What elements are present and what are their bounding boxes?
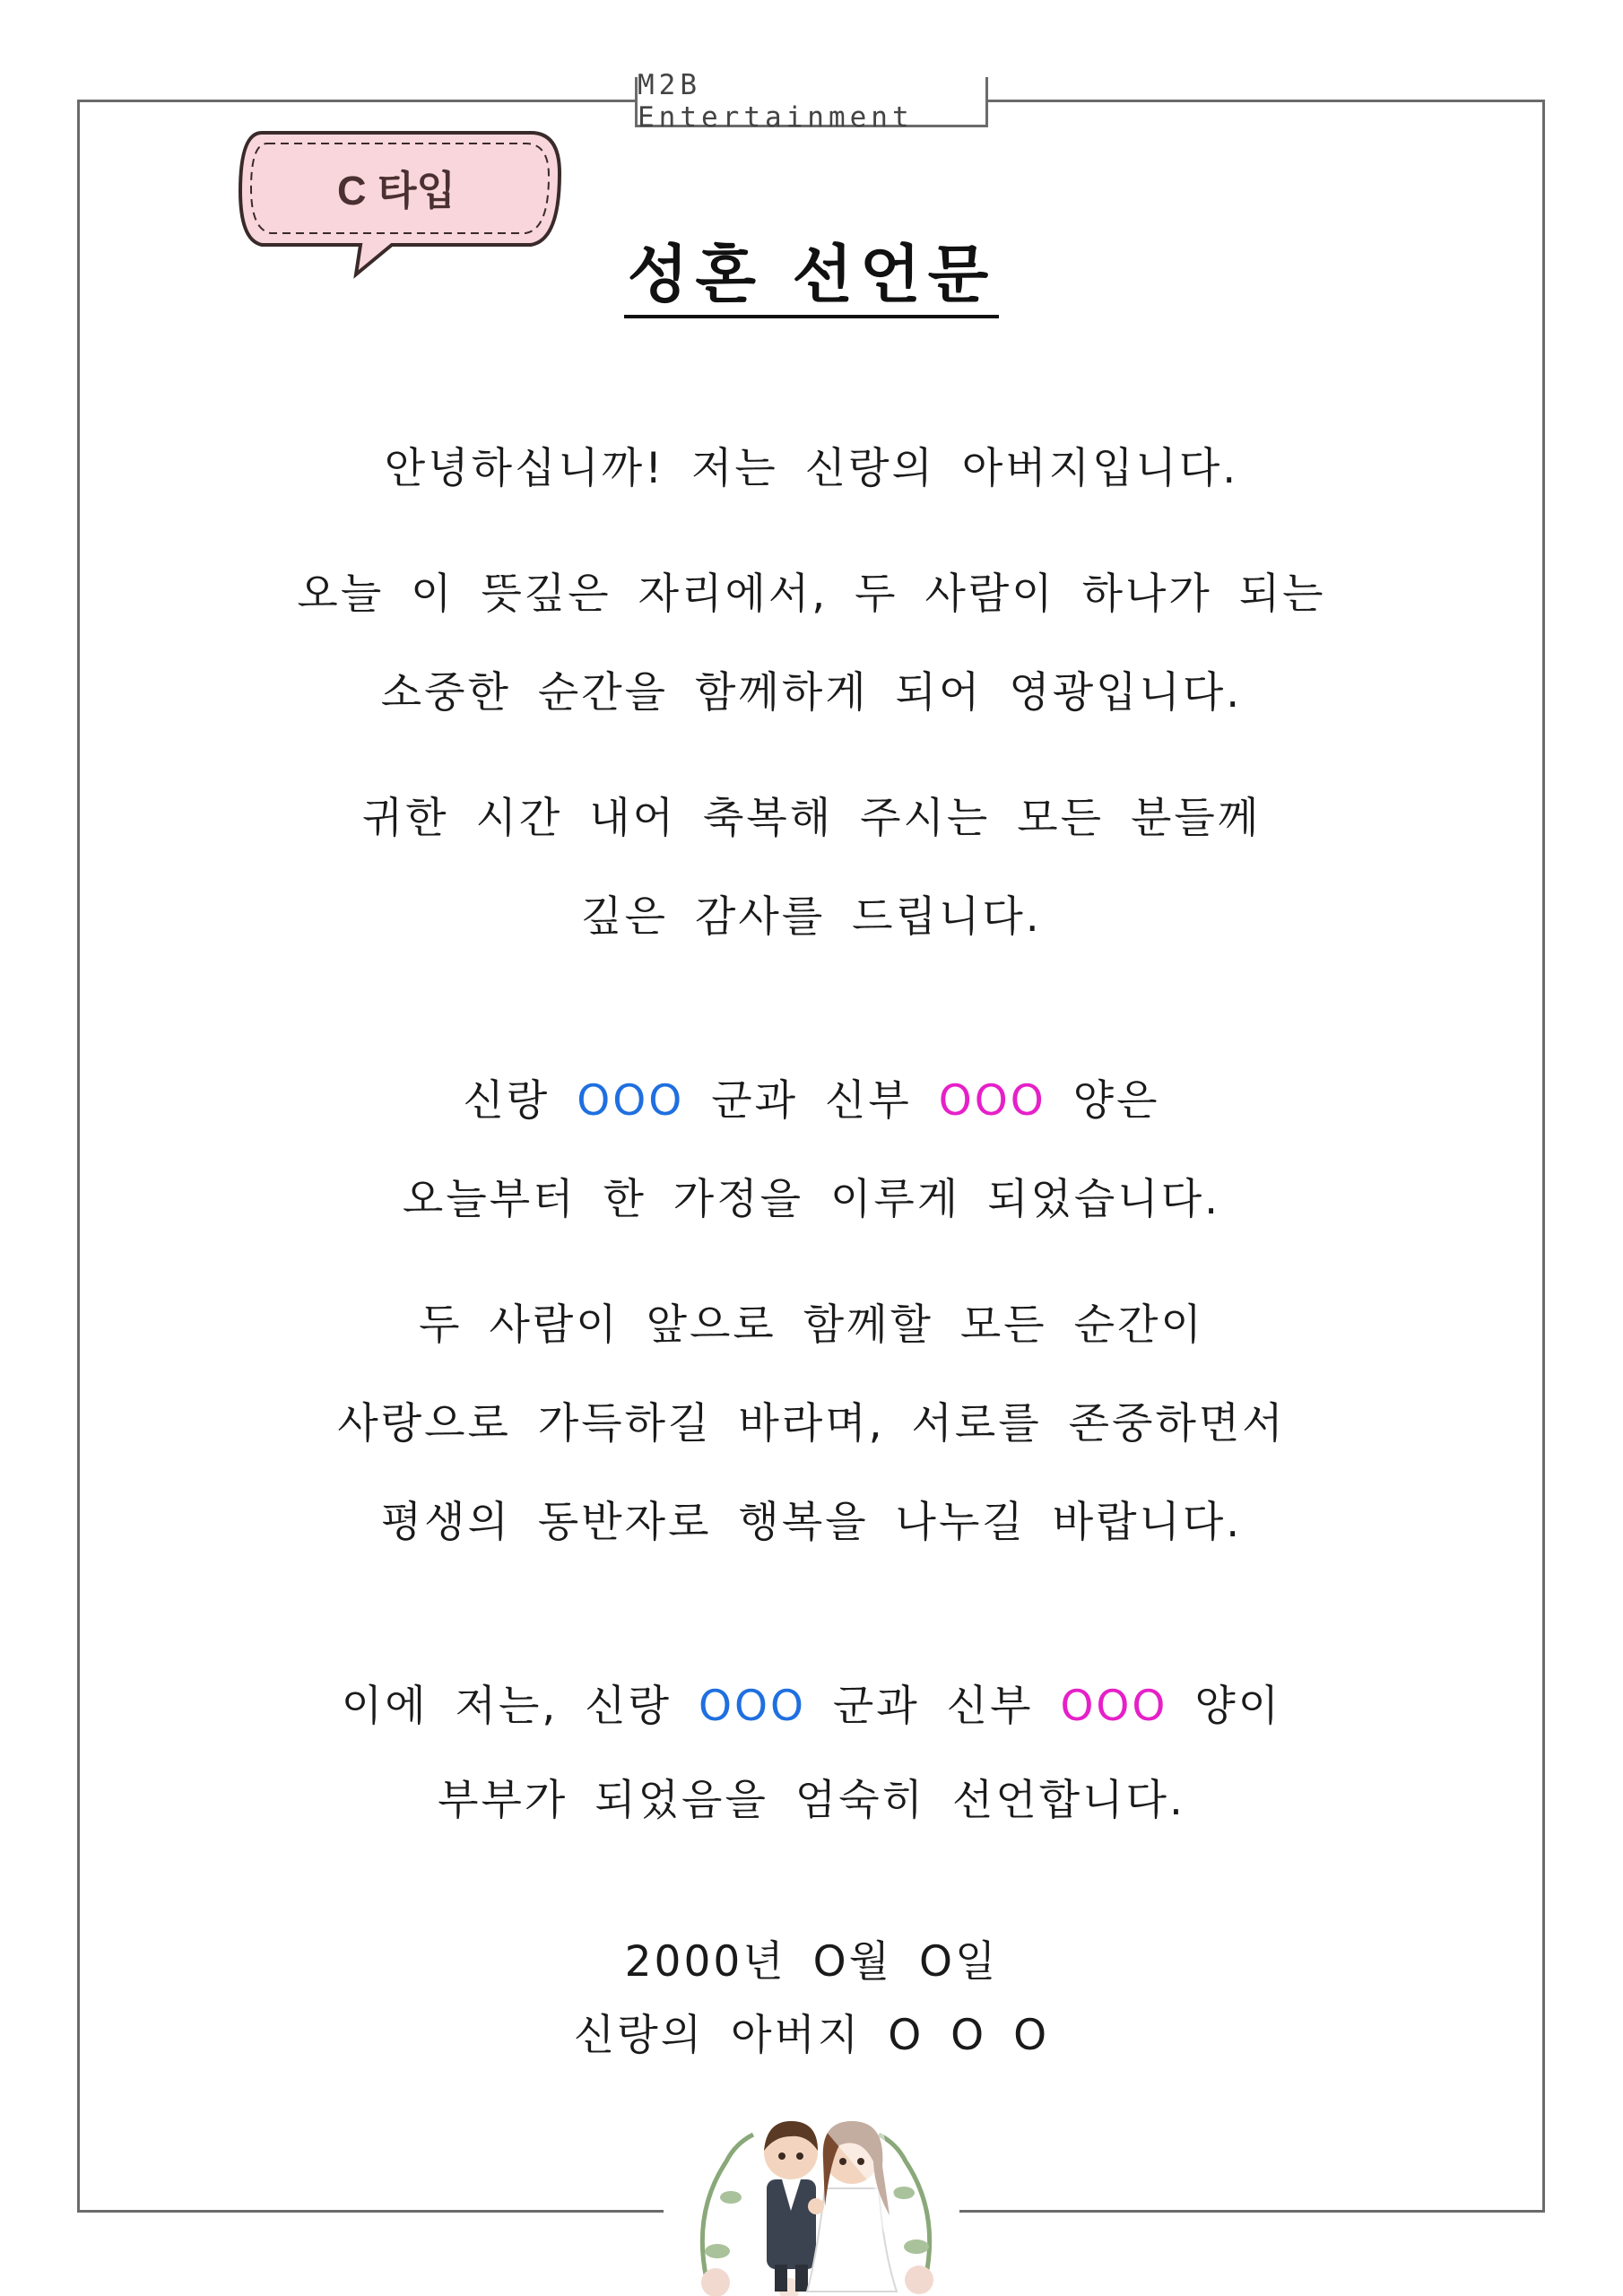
text-line-12: 부부가 되었음을 엄숙히 선언합니다. <box>438 1776 1185 1825</box>
badge-label: C 타입 <box>337 168 456 213</box>
text-line-1: 안녕하십니까! 저는 신랑의 아버지입니다. <box>384 444 1239 493</box>
bride-label: 군과 신부 <box>711 1076 912 1126</box>
brand-name: M2B Entertainment <box>638 68 914 134</box>
suffix: 양은 <box>1072 1076 1160 1126</box>
text-line-9: 사랑으로 가득하길 바라며, 서로를 존중하면서 <box>337 1399 1286 1448</box>
groom-name: OOO <box>577 1076 685 1126</box>
page-frame <box>77 100 1545 2213</box>
bride-label-2: 군과 신부 <box>832 1682 1034 1731</box>
groom-label: 신랑 <box>463 1076 551 1126</box>
bride-and-groom-illustration <box>681 2081 950 2296</box>
brand-tab <box>635 68 988 134</box>
declaration-lead: 이에 저는, 신랑 <box>341 1682 673 1731</box>
groom-name-2: OOO <box>698 1682 806 1731</box>
page-title-text: 성혼 선언문 <box>624 238 999 318</box>
text-line-10: 평생의 동반자로 행복을 나누길 바랍니다. <box>380 1498 1243 1547</box>
page-title <box>0 224 1623 315</box>
text-line-11 <box>0 1673 1623 1733</box>
text-line-3: 소중한 순간을 함께하게 되어 영광입니다. <box>380 668 1243 718</box>
suffix-2: 양이 <box>1194 1682 1282 1731</box>
bride-name: OOO <box>938 1076 1046 1126</box>
text-line-8: 두 사람이 앞으로 함께할 모든 순간이 <box>419 1300 1204 1350</box>
text-line-2: 오늘 이 뜻깊은 자리에서, 두 사람이 하나가 되는 <box>297 570 1326 619</box>
text-line-5: 깊은 감사를 드립니다. <box>581 892 1042 942</box>
text-line-6 <box>0 1067 1623 1127</box>
bride-name-2: OOO <box>1060 1682 1168 1731</box>
date-line: 2000년 O월 O일 <box>624 1937 999 1987</box>
text-line-4: 귀한 시간 내어 축복해 주시는 모든 분들께 <box>361 794 1262 843</box>
text-line-7: 오늘부터 한 가정을 이루게 되었습니다. <box>402 1175 1221 1224</box>
signer-line: 신랑의 아버지 O O O <box>573 2011 1050 2060</box>
